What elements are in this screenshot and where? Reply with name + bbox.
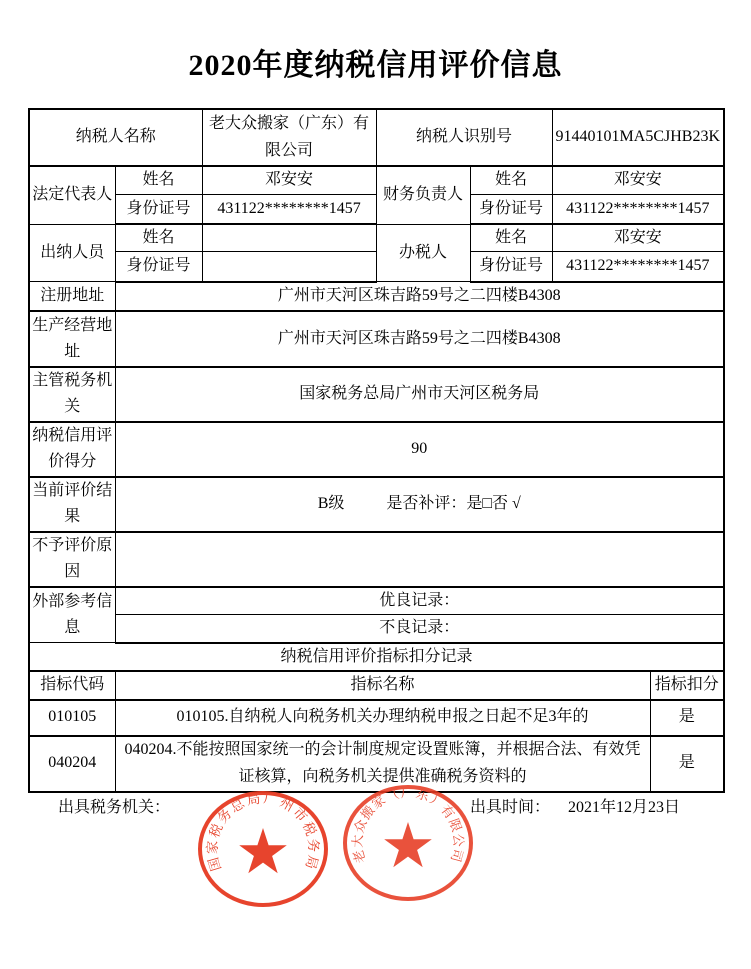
table-row — [29, 311, 724, 367]
issue-time-label: 出具时间： — [470, 799, 551, 816]
legal-rep-name: 邓安安 — [202, 166, 376, 194]
tax-authority-label: 主管税务机关 — [29, 367, 115, 422]
deduction-header-row — [29, 671, 724, 699]
registered-address-label: 注册地址 — [29, 282, 115, 311]
indicator-code: 040204 — [29, 736, 115, 792]
table-row — [29, 224, 724, 252]
legal-rep-id: 431122********1457 — [202, 194, 376, 224]
issue-date: 2021年12月23日 — [568, 799, 681, 816]
indicator-deducted: 是 — [650, 736, 724, 792]
cashier-id — [202, 252, 376, 282]
tax-clerk-id: 431122********1457 — [552, 252, 724, 282]
no-eval-reason-value — [115, 532, 724, 587]
business-address-value: 广州市天河区珠吉路59号之二四楼B4308 — [115, 311, 724, 367]
table-row — [29, 282, 724, 311]
bad-record-row — [115, 615, 724, 643]
name-label: 姓名 — [115, 224, 202, 252]
section-title-row — [29, 643, 724, 671]
deduction-section-title: 纳税信用评价指标扣分记录 — [29, 643, 724, 671]
issue-time — [470, 794, 680, 817]
credit-grade: B级 — [317, 495, 345, 513]
good-record-row — [115, 587, 724, 615]
stamp-text: 国家税务总局广州市税务局 — [204, 790, 322, 873]
deduction-row — [29, 700, 724, 736]
table-row — [29, 367, 724, 422]
company-stamp-icon — [340, 783, 476, 903]
taxpayer-id-value: 91440101MA5CJHB23K — [552, 109, 724, 166]
registered-address-value: 广州市天河区珠吉路59号之二四楼B4308 — [115, 282, 724, 311]
cashier-name — [202, 224, 376, 252]
finance-head-id: 431122********1457 — [552, 194, 724, 224]
tax-clerk-label: 办税人 — [376, 224, 470, 282]
tax-credit-table — [28, 108, 725, 793]
current-result-label: 当前评价结果 — [29, 477, 115, 532]
cashier-label: 出纳人员 — [29, 224, 115, 282]
name-label: 姓名 — [115, 166, 202, 194]
issuer-label: 出具税务机关： — [58, 799, 171, 816]
tax-bureau-stamp-icon — [195, 789, 331, 909]
page-title: 2020年度纳税信用评价信息 — [188, 49, 563, 82]
table-row — [29, 422, 724, 477]
indicator-deduction-header: 指标扣分 — [650, 671, 724, 699]
name-label: 姓名 — [470, 224, 552, 252]
finance-head-label: 财务负责人 — [376, 166, 470, 224]
name-label: 姓名 — [470, 166, 552, 194]
credit-score-value: 90 — [115, 422, 724, 477]
no-eval-reason-label: 不予评价原因 — [29, 532, 115, 587]
supplement-evaluation-text: 是否补评：是□否 √ — [386, 495, 521, 513]
table-row — [29, 587, 724, 615]
indicator-deducted: 是 — [650, 700, 724, 736]
tax-clerk-name: 邓安安 — [552, 224, 724, 252]
star-icon — [239, 828, 287, 873]
table-row — [29, 166, 724, 194]
taxpayer-name-label: 纳税人名称 — [29, 109, 202, 166]
table-row — [29, 615, 724, 643]
legal-rep-label: 法定代表人 — [29, 166, 115, 224]
id-number-label: 身份证号 — [115, 194, 202, 224]
credit-score-label: 纳税信用评价得分 — [29, 422, 115, 477]
indicator-code: 010105 — [29, 700, 115, 736]
indicator-name: 010105.自纳税人向税务机关办理纳税申报之日起不足3年的 — [115, 700, 650, 736]
indicator-name-header: 指标名称 — [115, 671, 650, 699]
finance-head-name: 邓安安 — [552, 166, 724, 194]
taxpayer-id-label: 纳税人识别号 — [376, 109, 552, 166]
table-row — [29, 532, 724, 587]
stamp-text: 老大众搬家（广东）有限公司 — [349, 784, 467, 865]
id-number-label: 身份证号 — [470, 194, 552, 224]
good-record-label: 优良记录： — [379, 591, 460, 609]
indicator-name: 040204.不能按照国家统一的会计制度规定设置账簿，并根据合法、有效凭证核算，向税务机关提供准确税务资料的 — [115, 736, 650, 792]
table-row — [29, 109, 724, 166]
id-number-label: 身份证号 — [115, 252, 202, 282]
business-address-label: 生产经营地址 — [29, 311, 115, 367]
bad-record-label: 不良记录： — [379, 619, 460, 637]
tax-authority-value: 国家税务总局广州市天河区税务局 — [115, 367, 724, 422]
star-icon — [384, 822, 432, 867]
id-number-label: 身份证号 — [470, 252, 552, 282]
table-row — [29, 477, 724, 532]
current-result-value — [115, 477, 724, 532]
external-ref-label: 外部参考信息 — [29, 587, 115, 643]
taxpayer-name-value: 老大众搬家（广东）有限公司 — [202, 109, 376, 166]
indicator-code-header: 指标代码 — [29, 671, 115, 699]
